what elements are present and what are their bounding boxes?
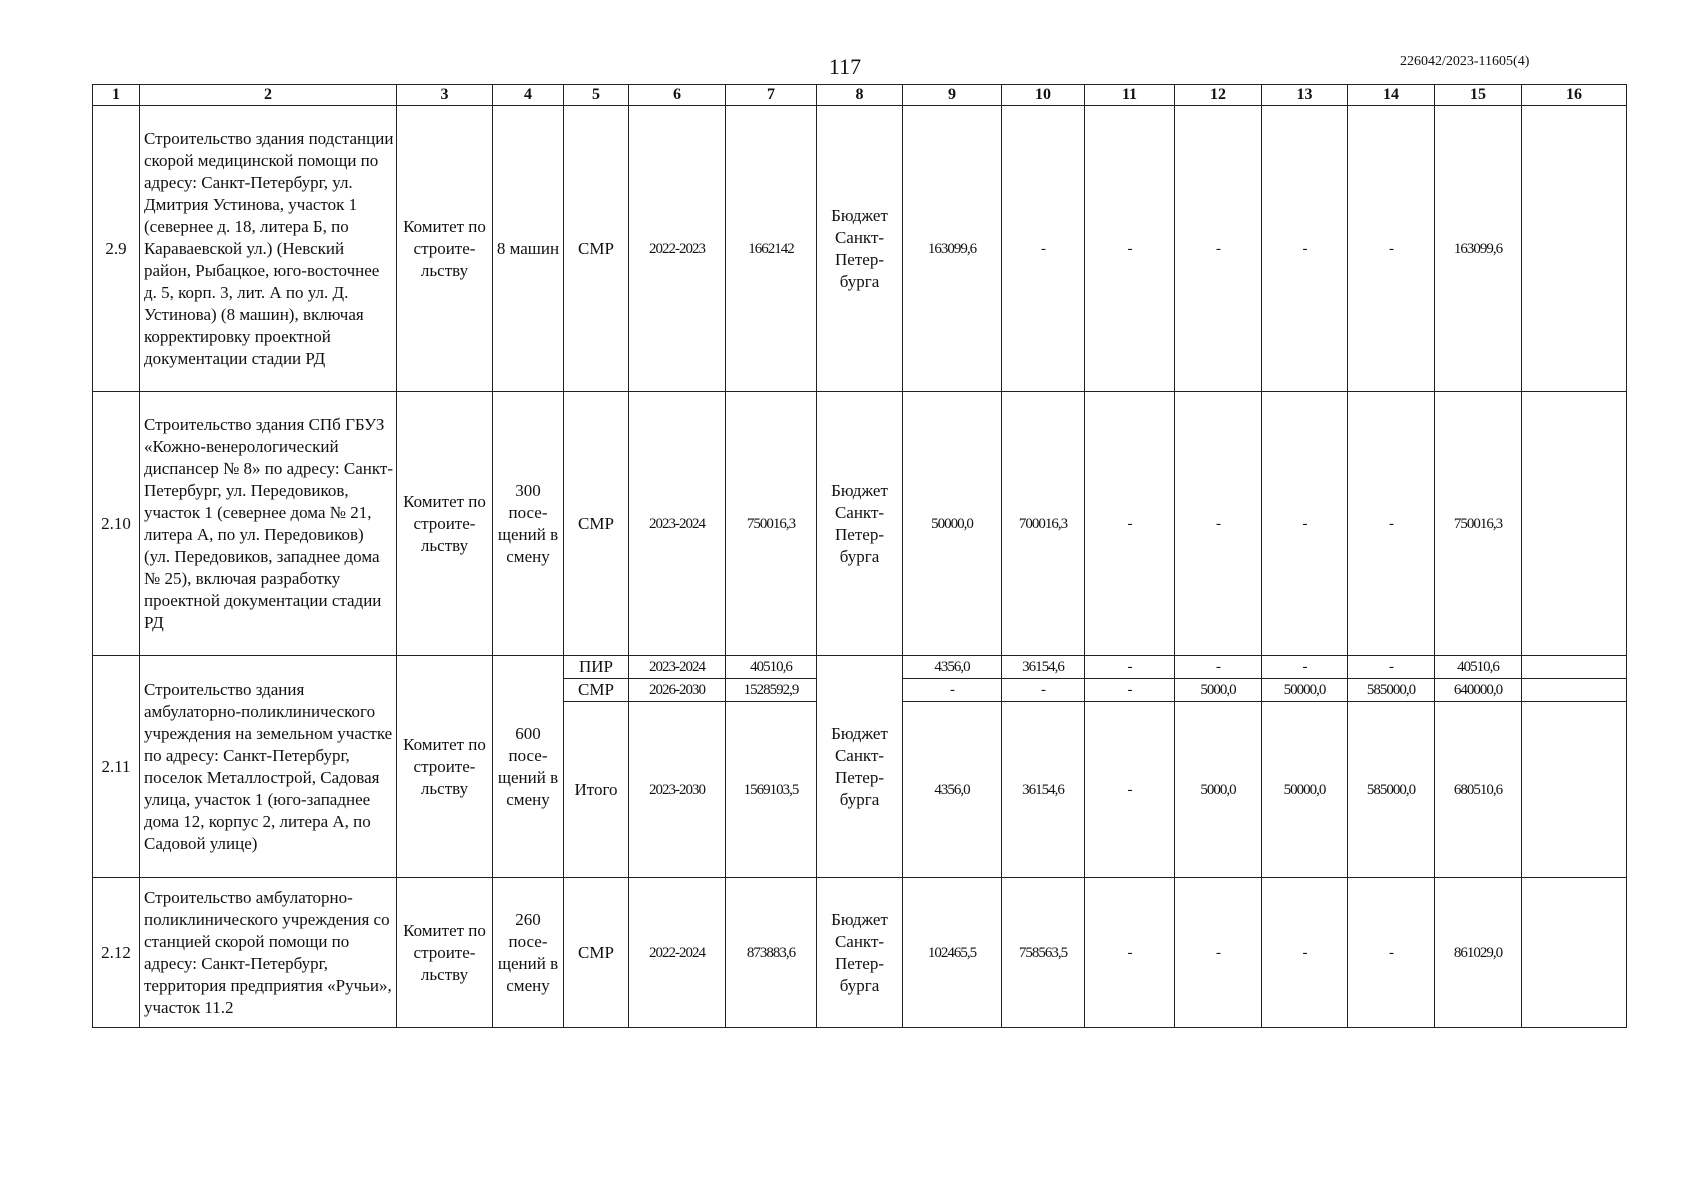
cell-col11: - xyxy=(1085,392,1175,656)
cell-col13: 50000,0 xyxy=(1262,679,1348,702)
column-header: 12 xyxy=(1175,85,1262,106)
total-cost: 1662142 xyxy=(726,106,817,392)
table-row xyxy=(93,878,1627,1028)
column-header: 7 xyxy=(726,85,817,106)
stage: СМР xyxy=(564,878,629,1028)
cell-col9: 102465,5 xyxy=(903,878,1002,1028)
cell-col9: - xyxy=(903,679,1002,702)
funding-source: Бюджет Санкт-Петер-бурга xyxy=(817,106,903,392)
cell-col11: - xyxy=(1085,106,1175,392)
column-header: 16 xyxy=(1522,85,1627,106)
column-header: 5 xyxy=(564,85,629,106)
row-number: 2.11 xyxy=(93,656,140,878)
capacity: 8 машин xyxy=(493,106,564,392)
cell-col10: - xyxy=(1002,679,1085,702)
document-id: 226042/2023-11605(4) xyxy=(1400,54,1530,69)
cell-col12: - xyxy=(1175,656,1262,679)
cell-col10: 700016,3 xyxy=(1002,392,1085,656)
row-number: 2.10 xyxy=(93,392,140,656)
cell-col9: 4356,0 xyxy=(903,702,1002,878)
cell-col15: 680510,6 xyxy=(1435,702,1522,878)
cell-col15: 861029,0 xyxy=(1435,878,1522,1028)
cell-col14: - xyxy=(1348,656,1435,679)
stage: Итого xyxy=(564,702,629,878)
total-cost: 40510,6 xyxy=(726,656,817,679)
capacity: 300 посе-щений в смену xyxy=(493,392,564,656)
cell-col10: 36154,6 xyxy=(1002,656,1085,679)
period: 2022-2024 xyxy=(629,878,726,1028)
period: 2026-2030 xyxy=(629,679,726,702)
period: 2023-2024 xyxy=(629,656,726,679)
cell-col10: 36154,6 xyxy=(1002,702,1085,878)
total-cost: 1528592,9 xyxy=(726,679,817,702)
period: 2023-2030 xyxy=(629,702,726,878)
capacity: 600 посе-щений в смену xyxy=(493,656,564,878)
cell-col10: 758563,5 xyxy=(1002,878,1085,1028)
funding-source: Бюджет Санкт-Петер-бурга xyxy=(817,878,903,1028)
cell-col15: 750016,3 xyxy=(1435,392,1522,656)
customer: Комитет по строите-льству xyxy=(397,106,493,392)
table-row xyxy=(93,106,1627,392)
cell-col16 xyxy=(1522,392,1627,656)
cell-col14: - xyxy=(1348,878,1435,1028)
stage: СМР xyxy=(564,392,629,656)
cell-col12: - xyxy=(1175,878,1262,1028)
customer: Комитет по строите-льству xyxy=(397,392,493,656)
total-cost: 873883,6 xyxy=(726,878,817,1028)
table-row xyxy=(93,656,1627,679)
cell-col12: 5000,0 xyxy=(1175,679,1262,702)
cell-col16 xyxy=(1522,679,1627,702)
cell-col9: 163099,6 xyxy=(903,106,1002,392)
customer: Комитет по строите-льству xyxy=(397,656,493,878)
cell-col12: 5000,0 xyxy=(1175,702,1262,878)
cell-col11: - xyxy=(1085,878,1175,1028)
period: 2022-2023 xyxy=(629,106,726,392)
object-name: Строительство здания подстанции скорой медицинской помощи по адресу: Санкт-Петербург, ул. Дмитрия Устинова, участок 1 (севернее д. 18, литера Б, по Караваевской ул.) (Невский район, Рыбацкое, юго-восточнее д. 5, корп. 3, лит. А по ул. Д. Устинова) (8 машин), включая корректировку проектной документации стадии РД xyxy=(140,106,397,392)
column-header: 2 xyxy=(140,85,397,106)
column-header: 4 xyxy=(493,85,564,106)
object-name: Строительство здания амбулаторно-поликлинического учреждения на земельном участке по адресу: Санкт-Петербург, поселок Металлострой, Садовая улица, участок 1 (юго-западнее дома 12, корпус 2, литера А, по Садовой улице) xyxy=(140,656,397,878)
cell-col13: - xyxy=(1262,392,1348,656)
column-header: 3 xyxy=(397,85,493,106)
cell-col15: 40510,6 xyxy=(1435,656,1522,679)
stage: СМР xyxy=(564,679,629,702)
cell-col13: 50000,0 xyxy=(1262,702,1348,878)
page-number: 117 xyxy=(828,54,862,79)
cell-col9: 50000,0 xyxy=(903,392,1002,656)
column-header: 14 xyxy=(1348,85,1435,106)
cell-col11: - xyxy=(1085,702,1175,878)
object-name: Строительство амбулаторно-поликлинического учреждения со станцией скорой помощи по адресу: Санкт-Петербург, территория предприятия «Ручьи», участок 11.2 xyxy=(140,878,397,1028)
stage: СМР xyxy=(564,106,629,392)
cell-col12: - xyxy=(1175,106,1262,392)
funding-source: Бюджет Санкт-Петер-бурга xyxy=(817,392,903,656)
cell-col16 xyxy=(1522,878,1627,1028)
cell-col13: - xyxy=(1262,106,1348,392)
cell-col13: - xyxy=(1262,656,1348,679)
cell-col15: 163099,6 xyxy=(1435,106,1522,392)
program-table xyxy=(92,84,1627,1028)
cell-col14: - xyxy=(1348,106,1435,392)
cell-col11: - xyxy=(1085,679,1175,702)
column-header: 9 xyxy=(903,85,1002,106)
column-header: 10 xyxy=(1002,85,1085,106)
column-header: 13 xyxy=(1262,85,1348,106)
cell-col16 xyxy=(1522,702,1627,878)
table-row xyxy=(93,392,1627,656)
column-header: 11 xyxy=(1085,85,1175,106)
stage: ПИР xyxy=(564,656,629,679)
row-number: 2.12 xyxy=(93,878,140,1028)
funding-source: Бюджет Санкт-Петер-бурга xyxy=(817,656,903,878)
period: 2023-2024 xyxy=(629,392,726,656)
cell-col11: - xyxy=(1085,656,1175,679)
header-row xyxy=(93,85,1627,106)
cell-col13: - xyxy=(1262,878,1348,1028)
column-header: 6 xyxy=(629,85,726,106)
customer: Комитет по строите-льству xyxy=(397,878,493,1028)
row-number: 2.9 xyxy=(93,106,140,392)
total-cost: 1569103,5 xyxy=(726,702,817,878)
cell-col14: 585000,0 xyxy=(1348,702,1435,878)
object-name: Строительство здания СПб ГБУЗ «Кожно-венерологический диспансер № 8» по адресу: Санкт-Петербург, ул. Передовиков, участок 1 (севернее дома № 21, литера А, по ул. Передовиков) (ул. Передовиков, западнее дома № 25), включая разработку проектной документации стадии РД xyxy=(140,392,397,656)
cell-col9: 4356,0 xyxy=(903,656,1002,679)
cell-col16 xyxy=(1522,656,1627,679)
total-cost: 750016,3 xyxy=(726,392,817,656)
column-header: 8 xyxy=(817,85,903,106)
cell-col16 xyxy=(1522,106,1627,392)
cell-col15: 640000,0 xyxy=(1435,679,1522,702)
capacity: 260 посе-щений в смену xyxy=(493,878,564,1028)
cell-col14: 585000,0 xyxy=(1348,679,1435,702)
cell-col14: - xyxy=(1348,392,1435,656)
cell-col10: - xyxy=(1002,106,1085,392)
column-header: 1 xyxy=(93,85,140,106)
cell-col12: - xyxy=(1175,392,1262,656)
column-header: 15 xyxy=(1435,85,1522,106)
